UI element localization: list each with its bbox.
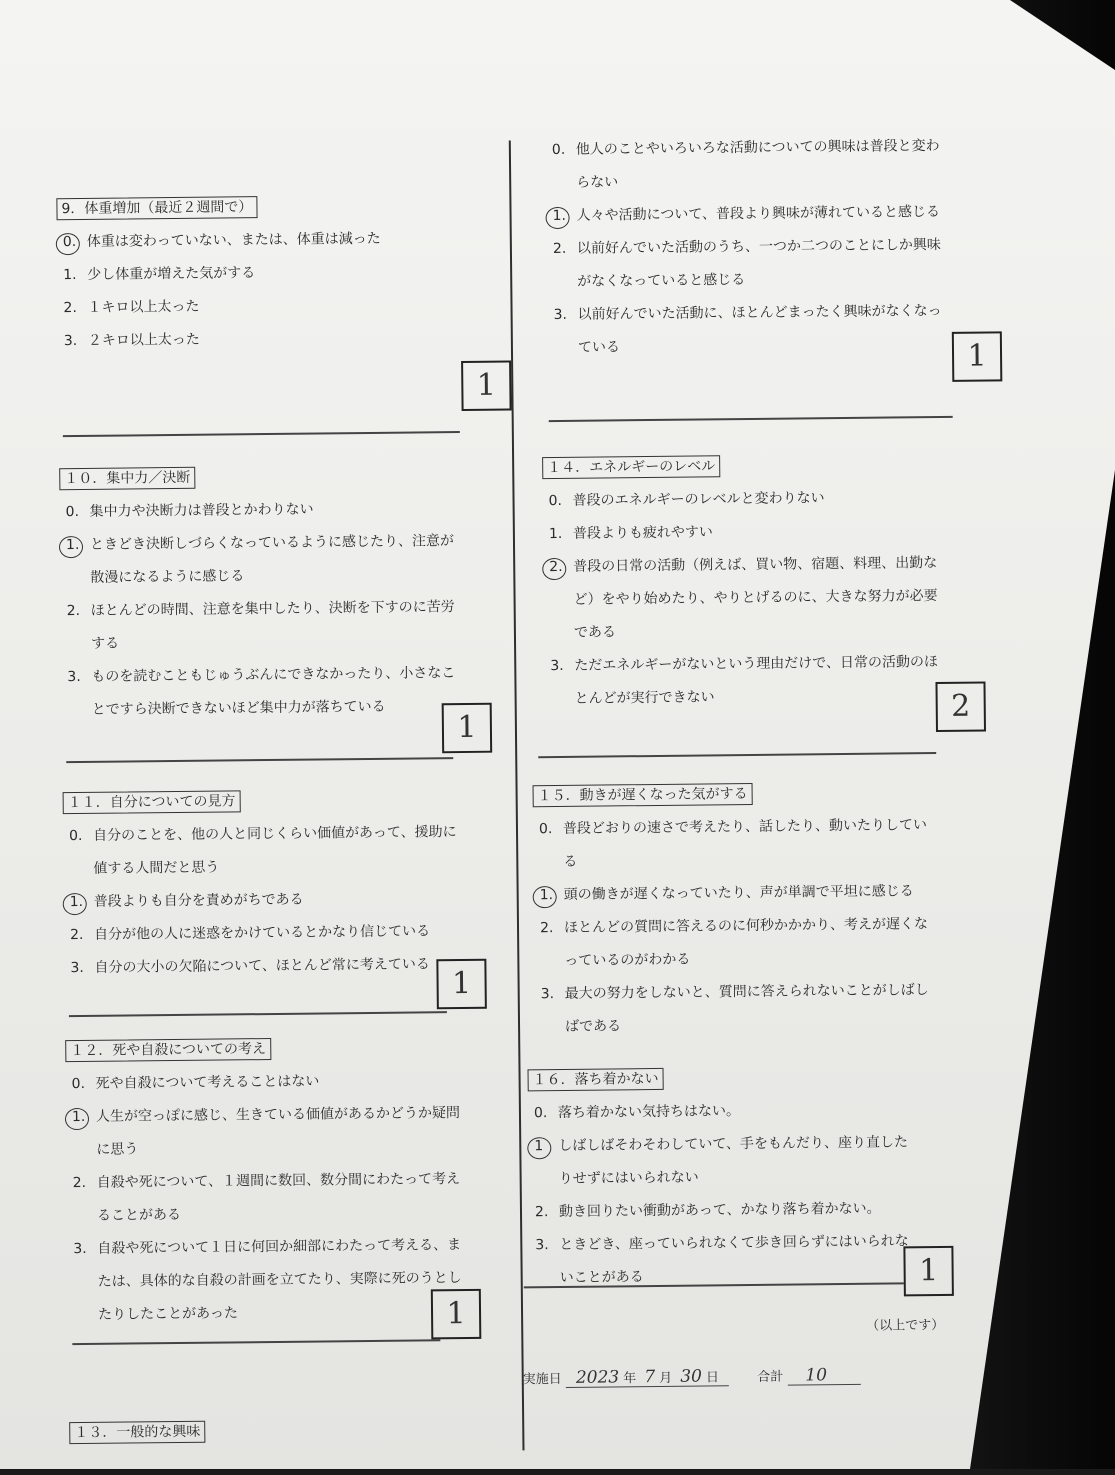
section-title: １６．落ち着かない: [528, 1068, 664, 1091]
option-1: 1. 少し体重が増えた気がする: [63, 265, 256, 284]
total-label: 合計: [757, 1369, 784, 1385]
option-3: 3. 自分の大小の欠陥について、ほとんど常に考えている: [70, 956, 430, 977]
option-0: 0. 死や自殺について考えることはない: [71, 1073, 320, 1093]
section-14-energy: [542, 447, 1015, 716]
option-1: 1. 普段よりも自分を責めがちである: [64, 881, 514, 919]
option-3: 3. ただエネルギーがないという理由だけで、日常の活動のほ: [550, 654, 939, 675]
option-0: 0. 他人のことやいろいろな活動についての興味は普段と変わ: [551, 137, 940, 159]
section-separator: [66, 757, 453, 763]
section-title: １４．エネルギーのレベル: [542, 455, 720, 479]
option-2-continued: ど）をやり始めたり、やりとげるのに、大きな努力が必要: [573, 588, 938, 608]
option-3-continued: ている: [577, 339, 621, 356]
option-0-continued: らない: [576, 174, 619, 191]
section-title: １３．一般的な興味: [69, 1421, 205, 1444]
year-unit: 年: [623, 1371, 637, 1387]
option-1-continued: 散漫になるように感じる: [90, 568, 245, 586]
option-0: 0. 集中力や決断力は普段とかわりない: [65, 501, 314, 521]
option-3: 3. 自殺や死について１日に何回か細部にわたって考える、ま: [73, 1237, 462, 1258]
score-box-13: 1: [952, 331, 1003, 382]
section-separator: [549, 416, 953, 422]
date-label: 実施日: [522, 1371, 562, 1388]
section-13-general-interest: [546, 129, 1028, 365]
option-2-continued: っているのがわかる: [564, 951, 691, 969]
footer-date-total: [523, 1365, 861, 1389]
section-10-concentration: [59, 458, 512, 727]
section-title: １１．自分についての見方: [63, 790, 241, 814]
section-separator: [72, 1339, 440, 1344]
option-3-continued: いことがある: [559, 1269, 644, 1287]
option-1: 1. ときどき決断しづらくなっているように感じたり、注意が: [60, 524, 510, 562]
closing-note: （以上です）: [866, 1317, 945, 1334]
section-separator: [538, 752, 936, 758]
option-3: 3. 最大の努力をしないと、質問に答えられないことがしばし: [540, 982, 929, 1003]
option-2: 2. 普段の日常の活動（例えば、買い物、宿題、料理、出勤な: [543, 546, 1013, 584]
section-9-weight-gain: [56, 189, 508, 359]
total-value-field: [787, 1365, 861, 1386]
month-unit: 月: [659, 1370, 673, 1386]
option-3: 3. 以前好んでいた活動に、ほとんどまったく興味がなくなっ: [553, 302, 942, 324]
option-3: 3. ものを読むこともじゅうぶんにできなかったり、小さなこ: [67, 665, 456, 686]
day-unit: 日: [705, 1370, 720, 1386]
section-11-self-view: [63, 782, 515, 985]
option-2-continued-2: である: [573, 624, 617, 641]
year-value: 2023: [575, 1367, 620, 1388]
option-1: 1. 頭の働きが遅くなっていたり、声が単調で平坦に感じる: [534, 874, 1004, 912]
option-1: 1 しばしばそわそわしていて、手をもんだり、座り直した: [528, 1126, 988, 1164]
score-box-16: 1: [903, 1246, 954, 1297]
option-1: 1. 普段よりも疲れやすい: [548, 524, 713, 543]
option-2-continued: がなくなっていると感じる: [577, 272, 746, 290]
option-1-continued: に思う: [96, 1141, 139, 1158]
option-2: 2. 動き回りたい衝動があって、かなり落ち着かない。: [534, 1200, 881, 1221]
section-separator: [63, 431, 460, 437]
score-box-10: 1: [442, 703, 493, 754]
option-0-continued: 値する人間だと思う: [93, 859, 220, 877]
option-0: 0. 体重は変わっていない、または、体重は減った: [57, 222, 507, 260]
total-value: 10: [805, 1365, 828, 1386]
option-1: 1. 人生が空っぽに感じ、生きている価値があるかどうか疑問: [66, 1096, 516, 1134]
option-2: 2. １キロ以上太った: [63, 298, 200, 317]
option-0: 0. 落ち着かない気持ちはない。: [533, 1103, 741, 1122]
option-3: 3. ときどき、座っていられなくて歩き回らずにはいられな: [535, 1233, 909, 1254]
option-3: 3. ２キロ以上太った: [63, 331, 200, 350]
score-box-12: 1: [431, 1289, 482, 1340]
date-value: [566, 1366, 729, 1388]
option-2: 2. 自分が他の人に迷惑をかけているとかなり信じている: [69, 923, 431, 944]
score-box-14: 2: [935, 682, 986, 733]
option-3-continued: とんどが実行できない: [574, 689, 715, 707]
section-15-slowness: [532, 775, 1005, 1044]
day-value: 30: [680, 1366, 703, 1387]
option-2: 2. ほとんどの質問に答えるのに何秒かかかり、考えが遅くな: [539, 916, 929, 937]
option-3-continued: とですら決断できないほど集中力が落ちている: [91, 698, 386, 718]
option-2-continued: する: [90, 635, 120, 652]
option-2: 2. ほとんどの時間、注意を集中したり、決断を下すのに苦労: [66, 599, 455, 620]
score-box-11: 1: [436, 959, 487, 1010]
option-0: 0. 普段のエネルギーのレベルと変わりない: [548, 490, 825, 510]
option-0: 0. 自分のことを、他の人と同じくらい価値があって、援助に: [68, 824, 457, 845]
option-2: 2. 自殺や死について、１週間に数回、数分間にわたって考え: [72, 1171, 461, 1192]
option-2: 2. 以前好んでいた活動のうち、一つか二つのことにしか興味: [552, 236, 941, 258]
option-1: 1. 人々や活動について、普段より興味が薄れていると感じる: [546, 195, 1026, 233]
section-title: 9．体重増加（最近２週間で）: [56, 196, 257, 220]
score-box-9: 1: [461, 360, 512, 411]
section-12-death-thoughts: [65, 1030, 518, 1332]
section-title: １５．動きが遅くなった気がする: [533, 783, 753, 807]
month-value: 7: [644, 1367, 656, 1388]
option-1-continued: りせずにはいられない: [558, 1169, 699, 1188]
option-0-continued: る: [563, 853, 578, 870]
option-0: 0. 普段どおりの速さで考えたり、話したり、動いたりしてい: [538, 817, 928, 838]
section-separator: [69, 1011, 447, 1016]
section-title: １２．死や自殺についての考え: [65, 1038, 271, 1062]
section-title: １０．集中力／決断: [59, 467, 195, 490]
option-3-continued-2: たりしたことがあった: [97, 1305, 239, 1323]
option-3-continued: ばである: [564, 1018, 622, 1035]
section-13-heading: [69, 1414, 369, 1450]
option-2-continued: ることがある: [96, 1206, 182, 1224]
option-3-continued: たは、具体的な自殺の計画を立てたり、実際に死のうとし: [97, 1270, 462, 1290]
